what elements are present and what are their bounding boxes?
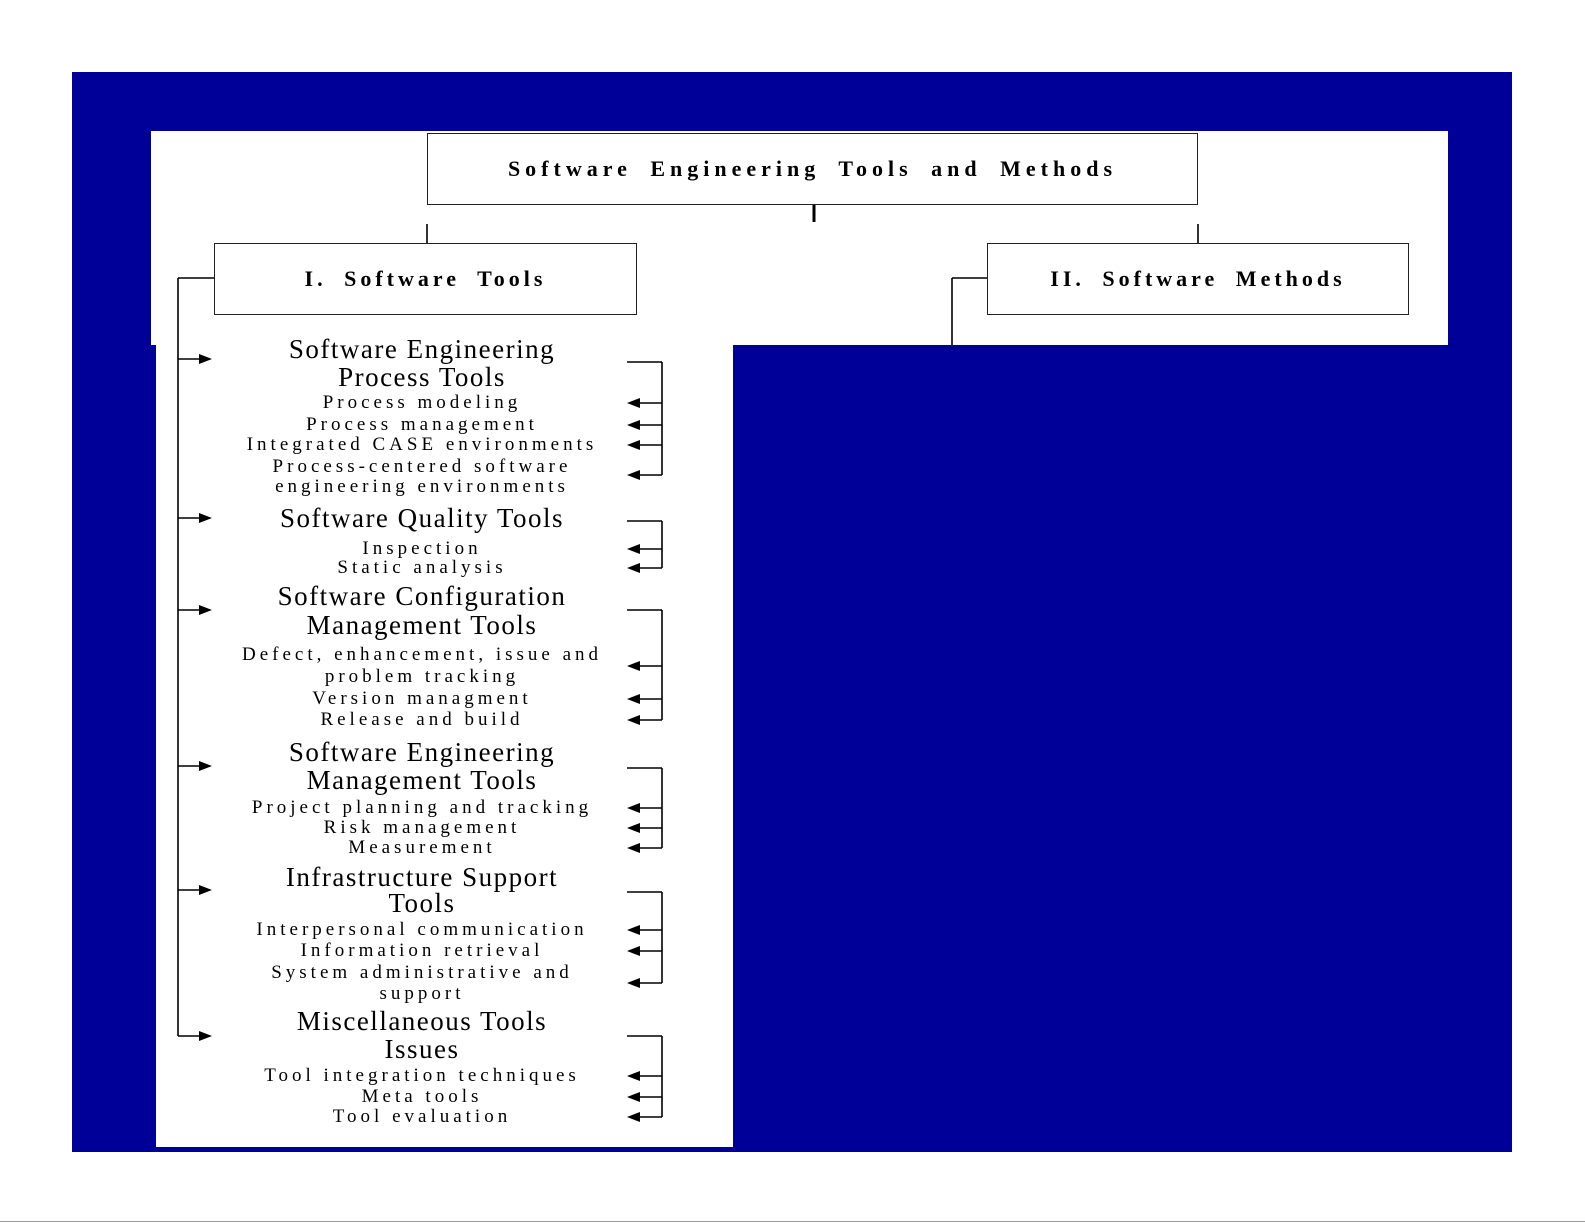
- tool-item: Process modeling: [322, 392, 522, 413]
- arrow-head: [199, 885, 212, 895]
- group-heading-process-tools: Software Engineering: [288, 334, 556, 364]
- group-arrow: [178, 761, 212, 771]
- software-methods-label: II. Software Methods: [1050, 266, 1346, 291]
- item-arrow: [627, 803, 662, 813]
- group-arrow: [178, 1031, 212, 1041]
- arrow-head: [199, 605, 212, 615]
- item-arrow: [627, 925, 662, 935]
- tool-item: Risk management: [323, 817, 521, 838]
- tool-item: Interpersonal communication: [256, 919, 588, 940]
- item-arrow: [627, 1071, 662, 1081]
- item-arrow: [627, 946, 662, 956]
- item-arrow: [627, 398, 662, 408]
- arrow-head: [199, 761, 212, 771]
- group-arrow: [178, 513, 212, 523]
- tool-item: problem tracking: [324, 666, 520, 687]
- software-tools-node: [214, 243, 637, 315]
- item-arrow: [627, 1092, 662, 1102]
- tool-item: Process management: [306, 414, 538, 435]
- group-heading-miscellaneous-tools: Issues: [384, 1034, 460, 1064]
- item-arrow: [627, 661, 662, 671]
- root-node-title: Software Engineering Tools and Methods: [507, 156, 1118, 181]
- group-heading-configuration-tools: Software Configuration: [277, 581, 567, 611]
- item-arrow: [627, 715, 662, 725]
- arrow-head: [199, 1031, 212, 1041]
- item-arrow: [627, 694, 662, 704]
- software-methods-node: [987, 243, 1409, 315]
- tool-item: Integrated CASE environments: [246, 434, 598, 455]
- group-heading-quality-tools: Software Quality Tools: [279, 503, 565, 533]
- item-arrow: [627, 1112, 662, 1122]
- group-heading-management-tools: Management Tools: [306, 765, 538, 795]
- tool-item: Tool integration techniques: [264, 1065, 580, 1086]
- item-bracket: [627, 521, 662, 568]
- group-heading-infrastructure-tools: Tools: [388, 888, 456, 918]
- tool-item: Meta tools: [361, 1086, 483, 1107]
- group-heading-configuration-tools: Management Tools: [306, 610, 538, 640]
- group-heading-infrastructure-tools: Infrastructure Support: [285, 862, 559, 892]
- item-arrow: [627, 978, 662, 988]
- item-arrow: [627, 823, 662, 833]
- item-arrow: [627, 440, 662, 450]
- tool-item: Information retrieval: [300, 940, 544, 961]
- item-arrow: [627, 470, 662, 480]
- item-arrow: [627, 420, 662, 430]
- arrow-head: [199, 354, 212, 364]
- tool-item: Measurement: [348, 837, 496, 858]
- group-arrow: [178, 605, 212, 615]
- tool-item: Tool evaluation: [332, 1106, 512, 1127]
- tool-item: Version managment: [312, 688, 532, 709]
- group-heading-miscellaneous-tools: Miscellaneous Tools: [296, 1006, 548, 1036]
- root-node-box: [427, 133, 1198, 205]
- item-arrow: [627, 563, 662, 573]
- group-heading-management-tools: Software Engineering: [288, 737, 556, 767]
- tool-item: Static analysis: [337, 557, 507, 578]
- tool-item: Defect, enhancement, issue and: [241, 644, 603, 665]
- tool-item: support: [379, 983, 465, 1004]
- tool-item: Process-centered software: [272, 456, 572, 477]
- item-arrow: [627, 544, 662, 554]
- tool-item: System administrative and: [271, 962, 573, 983]
- software-tools-label: I. Software Tools: [304, 266, 547, 291]
- tool-item: Project planning and tracking: [251, 797, 593, 818]
- tool-item: Inspection: [362, 538, 482, 559]
- tool-item: Release and build: [320, 709, 524, 730]
- arrow-head: [199, 513, 212, 523]
- item-bracket: [627, 362, 662, 475]
- item-bracket: [627, 892, 662, 983]
- group-heading-process-tools: Process Tools: [338, 362, 506, 392]
- group-arrow: [178, 354, 212, 364]
- tool-item: engineering environments: [275, 476, 569, 497]
- item-arrow: [627, 843, 662, 853]
- group-arrow: [178, 885, 212, 895]
